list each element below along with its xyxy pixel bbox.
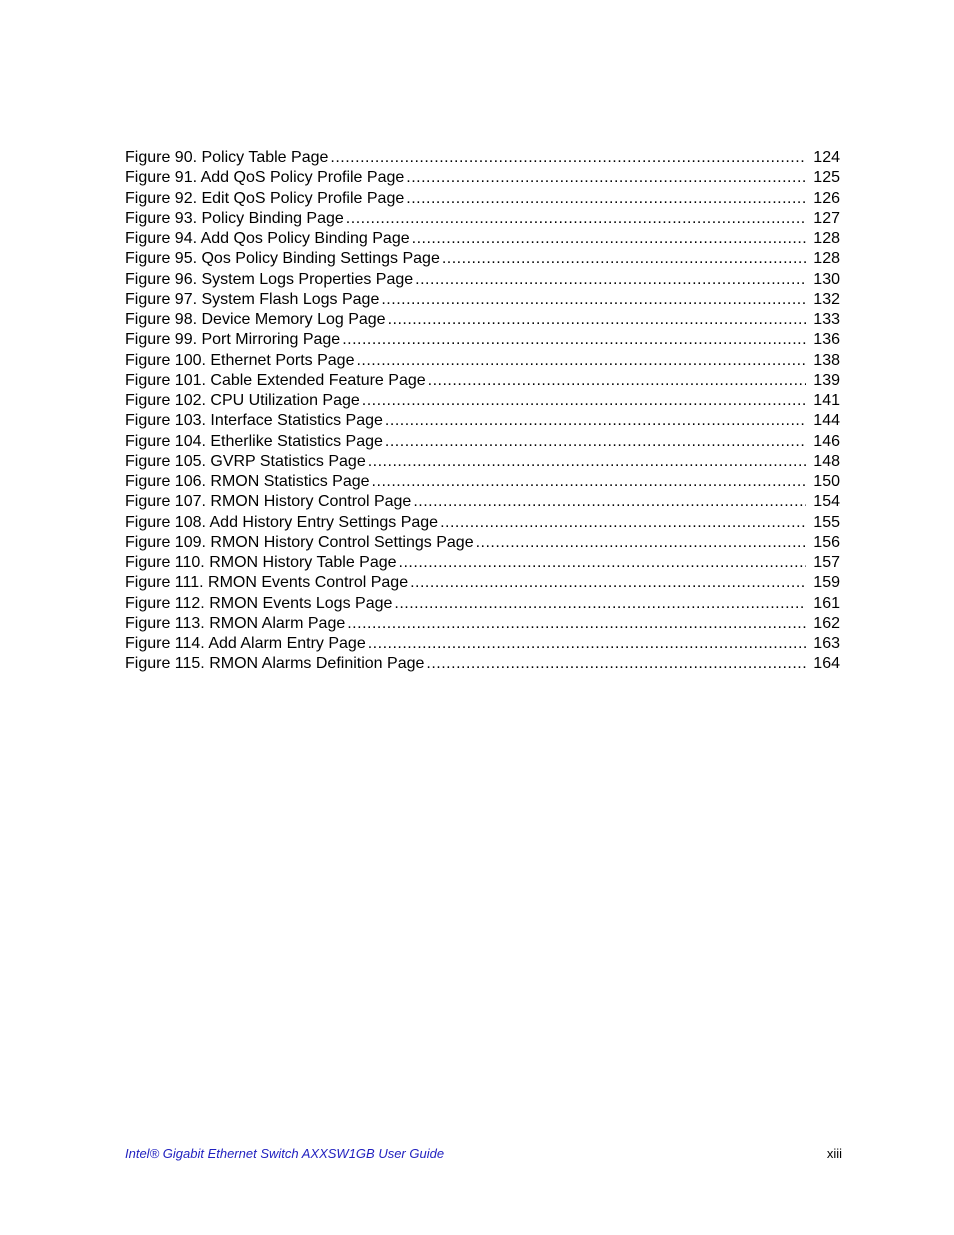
dot-leader <box>415 270 806 290</box>
toc-entry-page: 132 <box>813 290 840 308</box>
dot-leader <box>347 614 806 634</box>
dot-leader <box>440 513 806 533</box>
dot-leader <box>399 553 806 573</box>
toc-entry[interactable] <box>125 249 840 269</box>
toc-entry-page: 144 <box>813 412 840 430</box>
toc-entry-page: 124 <box>813 149 840 166</box>
toc-entry[interactable] <box>125 411 840 431</box>
dot-leader <box>385 411 806 431</box>
toc-entry-page: 128 <box>813 230 840 247</box>
toc-entry[interactable] <box>125 270 840 290</box>
toc-entry[interactable] <box>125 614 840 634</box>
toc-entry[interactable] <box>125 330 840 350</box>
toc-entry-title: Figure 105. GVRP Statistics Page <box>125 452 366 470</box>
toc-entry[interactable] <box>125 452 840 472</box>
toc-entry-title: Figure 108. Add History Entry Settings Page <box>125 513 439 531</box>
toc-entry-page: 150 <box>813 473 840 490</box>
toc-entry-page: 161 <box>813 594 840 612</box>
toc-entry[interactable] <box>125 654 840 674</box>
toc-entry[interactable] <box>125 310 840 330</box>
dot-leader <box>406 189 806 209</box>
toc-entry-page: 136 <box>813 331 840 349</box>
toc-entry-title: Figure 90. Policy Table Page <box>125 149 329 166</box>
toc-entry-title: Figure 99. Port Mirroring Page <box>125 331 341 349</box>
toc-entry-page: 128 <box>813 250 840 268</box>
toc-entry-title: Figure 93. Policy Binding Page <box>125 209 344 227</box>
toc-entry[interactable] <box>125 432 840 452</box>
toc-entry-title: Figure 113. RMON Alarm Page <box>125 614 346 632</box>
dot-leader <box>412 229 806 249</box>
toc-entry[interactable] <box>125 573 840 593</box>
toc-entry[interactable] <box>125 513 840 533</box>
dot-leader <box>368 634 806 654</box>
toc-entry[interactable] <box>125 290 840 310</box>
toc-entry-title: Figure 95. Qos Policy Binding Settings Page <box>125 250 440 268</box>
toc-entry-page: 125 <box>813 169 840 187</box>
toc-entry-page: 148 <box>813 452 840 470</box>
toc-entry-page: 163 <box>813 635 840 652</box>
toc-entry[interactable] <box>125 492 840 512</box>
dot-leader <box>410 573 806 593</box>
dot-leader <box>442 249 806 269</box>
dot-leader <box>426 654 806 674</box>
toc-entry-page: 154 <box>813 493 840 511</box>
list-of-figures <box>125 148 840 675</box>
dot-leader <box>388 310 806 330</box>
toc-entry-page: 127 <box>813 209 840 227</box>
dot-leader <box>356 351 806 371</box>
toc-entry-page: 126 <box>813 189 840 207</box>
toc-entry-title: Figure 94. Add Qos Policy Binding Page <box>125 230 410 247</box>
dot-leader <box>330 148 806 168</box>
toc-entry-title: Figure 106. RMON Statistics Page <box>125 473 370 490</box>
toc-entry-title: Figure 111. RMON Events Control Page <box>125 574 409 592</box>
footer-page-number: xiii <box>826 1146 842 1161</box>
toc-entry-title: Figure 102. CPU Utilization Page <box>125 392 360 409</box>
dot-leader <box>362 391 806 411</box>
toc-entry-page: 156 <box>813 533 840 551</box>
dot-leader <box>342 330 806 350</box>
toc-entry-title: Figure 98. Device Memory Log Page <box>125 311 386 328</box>
toc-entry[interactable] <box>125 634 840 654</box>
toc-entry-title: Figure 101. Cable Extended Feature Page <box>125 371 426 389</box>
dot-leader <box>428 371 806 391</box>
toc-entry-title: Figure 114. Add Alarm Entry Page <box>125 635 366 652</box>
toc-entry[interactable] <box>125 168 840 188</box>
toc-entry-title: Figure 107. RMON History Control Page <box>125 493 412 511</box>
dot-leader <box>381 290 806 310</box>
toc-entry[interactable] <box>125 351 840 371</box>
dot-leader <box>476 533 806 553</box>
dot-leader <box>372 472 806 492</box>
toc-entry[interactable] <box>125 371 840 391</box>
toc-entry-title: Figure 92. Edit QoS Policy Profile Page <box>125 189 405 207</box>
dot-leader <box>406 168 806 188</box>
toc-entry-page: 141 <box>813 392 840 409</box>
footer-document-title: Intel® Gigabit Ethernet Switch AXXSW1GB User Guide <box>125 1146 445 1161</box>
toc-entry[interactable] <box>125 229 840 249</box>
dot-leader <box>413 492 806 512</box>
toc-entry-page: 155 <box>813 513 840 531</box>
toc-entry[interactable] <box>125 189 840 209</box>
toc-entry-title: Figure 91. Add QoS Policy Profile Page <box>125 169 405 187</box>
toc-entry[interactable] <box>125 209 840 229</box>
toc-entry[interactable] <box>125 391 840 411</box>
toc-entry-title: Figure 97. System Flash Logs Page <box>125 290 380 308</box>
toc-entry[interactable] <box>125 533 840 553</box>
toc-entry-title: Figure 104. Etherlike Statistics Page <box>125 432 383 450</box>
toc-entry-title: Figure 96. System Logs Properties Page <box>125 270 414 288</box>
toc-entry-title: Figure 115. RMON Alarms Definition Page <box>125 655 425 673</box>
toc-entry-page: 162 <box>813 614 840 632</box>
toc-entry-title: Figure 110. RMON History Table Page <box>125 554 397 571</box>
toc-entry-title: Figure 103. Interface Statistics Page <box>125 412 383 430</box>
toc-entry-page: 159 <box>813 574 840 592</box>
toc-entry-page: 164 <box>813 655 840 673</box>
toc-entry[interactable] <box>125 148 840 168</box>
dot-leader <box>346 209 806 229</box>
toc-entry[interactable] <box>125 594 840 614</box>
dot-leader <box>385 432 806 452</box>
dot-leader <box>394 594 806 614</box>
toc-entry-title: Figure 109. RMON History Control Settings Page <box>125 533 474 551</box>
toc-entry-page: 157 <box>813 554 840 571</box>
toc-entry-page: 138 <box>813 351 840 369</box>
toc-entry-page: 133 <box>813 311 840 328</box>
toc-entry-title: Figure 112. RMON Events Logs Page <box>125 594 393 612</box>
toc-entry-page: 139 <box>813 371 840 389</box>
toc-entry-page: 146 <box>813 432 840 450</box>
toc-entry[interactable] <box>125 553 840 573</box>
toc-entry-page: 130 <box>813 270 840 288</box>
dot-leader <box>368 452 806 472</box>
toc-entry[interactable] <box>125 472 840 492</box>
toc-entry-title: Figure 100. Ethernet Ports Page <box>125 351 355 369</box>
